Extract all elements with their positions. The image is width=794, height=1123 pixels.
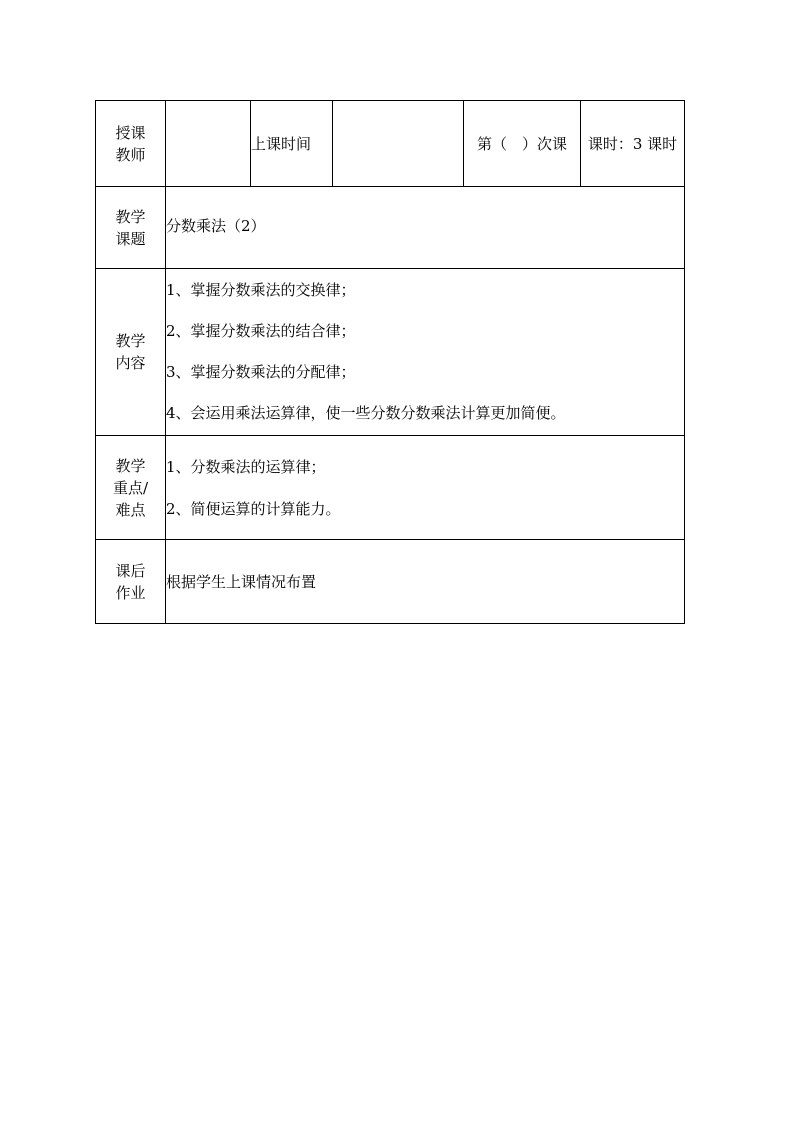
content-list: [166, 269, 685, 436]
list-item: 1、分数乘法的运算律；: [166, 457, 326, 476]
session-number-label: 第（ ）次课: [464, 101, 581, 187]
list-item: 4、会运用乘法运算律，使一些分数分数乘法计算更加简便。: [166, 404, 566, 422]
class-hours-label: 课时：3 课时: [581, 101, 685, 187]
homework-row: [96, 540, 685, 624]
class-time-label: 上课时间: [251, 101, 333, 187]
lesson-plan-table: [95, 100, 685, 624]
homework-value: 根据学生上课情况布置: [166, 540, 685, 624]
header-row: [96, 101, 685, 187]
topic-row: [96, 187, 685, 269]
homework-label: 课后 作业: [96, 540, 166, 624]
class-time-value-cell[interactable]: [333, 101, 464, 187]
list-item: 2、掌握分数乘法的结合律；: [166, 322, 356, 340]
list-item: 2、简便运算的计算能力。: [166, 499, 341, 518]
content-label: 教学 内容: [96, 269, 166, 436]
list-item: 3、掌握分数乘法的分配律；: [166, 363, 356, 381]
list-item: 1、掌握分数乘法的交换律；: [166, 281, 356, 299]
content-row: [96, 269, 685, 436]
topic-value: 分数乘法（2）: [166, 187, 685, 269]
teacher-label: 授课 教师: [96, 101, 166, 187]
key-points-row: [96, 436, 685, 540]
topic-label: 教学 课题: [96, 187, 166, 269]
key-points-label: 教学 重点/ 难点: [96, 436, 166, 540]
teacher-value-cell[interactable]: [166, 101, 251, 187]
key-points-list: [166, 436, 685, 540]
